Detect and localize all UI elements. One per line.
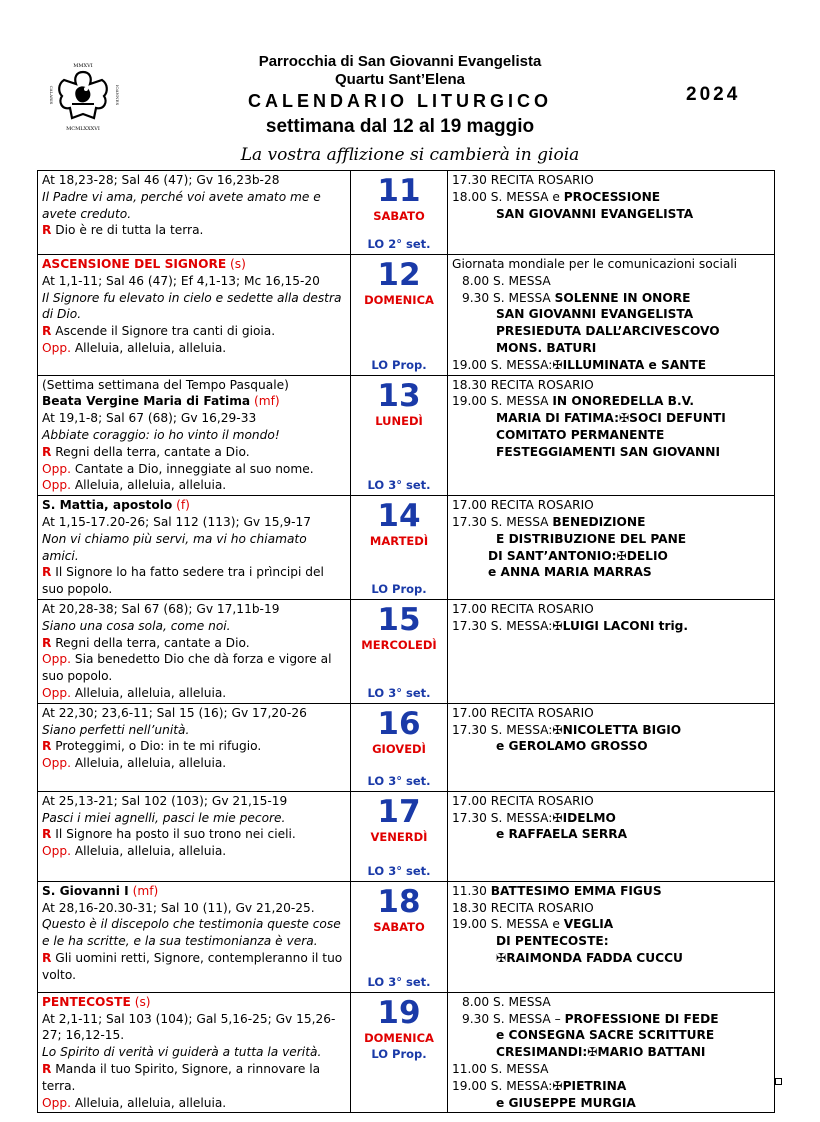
town-name: Quartu Sant’Elena xyxy=(334,71,466,88)
event-time: 17.00 xyxy=(452,705,487,720)
event-text: RECITA ROSARIO xyxy=(490,173,594,187)
event-text: S. MESSA xyxy=(490,394,553,409)
liturgy-hours-week: LO 3° set. xyxy=(367,773,431,788)
day-number: 17 xyxy=(377,793,421,830)
event-line xyxy=(452,1095,770,1112)
psalm-response xyxy=(42,950,346,984)
event-time: 18.30 xyxy=(452,900,487,915)
weekday-name: SABATO xyxy=(373,919,425,934)
events-cell xyxy=(448,881,775,992)
event-line xyxy=(452,172,770,189)
opp-text: Alleluia, alleluia, alleluia. xyxy=(70,756,227,771)
opp-label: Opp. xyxy=(42,340,71,355)
event-text: RECITA ROSARIO xyxy=(490,601,594,616)
event-text: S. MESSA xyxy=(490,514,553,529)
event-line xyxy=(452,427,770,444)
opp-text: Alleluia, alleluia, alleluia. xyxy=(70,478,227,493)
event-line xyxy=(452,306,770,323)
table-row xyxy=(38,171,775,255)
event-time: 19.00 xyxy=(452,1078,487,1093)
event-text: S. MESSA: xyxy=(490,357,553,372)
event-line xyxy=(452,1011,770,1028)
event-line xyxy=(452,340,770,357)
season-note: (Settima settimana del Tempo Pasquale) xyxy=(42,377,289,392)
day-number: 18 xyxy=(377,883,421,920)
antiphon: Pasci i miei agnelli, pasci le mie pecore. xyxy=(42,810,286,825)
response-label: R xyxy=(42,635,52,650)
event-text: S. MESSA e xyxy=(490,189,564,204)
event-highlight: ✠LUIGI LACONI trig. xyxy=(552,618,689,633)
response-label: R xyxy=(42,444,52,459)
feast-line xyxy=(42,994,346,1011)
event-continuation: e GIUSEPPE MURGIA xyxy=(496,1095,636,1110)
event-line xyxy=(452,514,770,531)
psalm-response xyxy=(42,1061,346,1095)
alt-response xyxy=(42,755,346,772)
event-line xyxy=(452,189,770,206)
event-time: 17.30 xyxy=(452,722,487,737)
event-text: RECITA ROSARIO xyxy=(490,498,594,513)
weekday-name: GIOVEDÌ xyxy=(372,741,426,756)
event-line xyxy=(452,601,770,618)
weekday-name: MARTEDÌ xyxy=(369,534,429,549)
event-line xyxy=(452,256,770,273)
event-line xyxy=(452,290,770,307)
weekday-name: DOMENICA xyxy=(364,1030,434,1045)
event-continuation: CRESIMANDI:✠MARIO BATTANI xyxy=(496,1045,706,1060)
psalm-response xyxy=(42,826,346,843)
event-time: 19.00 xyxy=(452,917,487,932)
event-continuation: DI SANT’ANTONIO:✠DELIO xyxy=(488,548,668,563)
seal-bottom-text: MCMLXXXVI xyxy=(66,126,100,132)
readings-cell xyxy=(38,599,351,703)
event-text: S. MESSA xyxy=(493,994,551,1009)
readings-cell xyxy=(38,881,351,992)
psalm-response xyxy=(42,444,346,461)
event-line xyxy=(452,793,770,810)
alt-response xyxy=(42,651,346,685)
event-line xyxy=(452,810,770,827)
event-line xyxy=(452,933,770,950)
event-highlight: BENEDIZIONE xyxy=(552,514,646,529)
weekday-name: MERCOLEDÌ xyxy=(361,637,437,652)
opp-label: Opp. xyxy=(42,685,71,700)
table-row xyxy=(38,881,775,992)
response-label: R xyxy=(42,324,52,339)
event-note: Giornata mondiale per le comunicazioni sociali xyxy=(452,257,738,271)
event-line xyxy=(452,444,770,461)
event-time: 8.00 xyxy=(462,994,490,1009)
event-text: RECITA ROSARIO xyxy=(490,900,594,915)
table-row xyxy=(38,791,775,881)
antiphon: Il Padre vi ama, perché voi avete amato me e avete creduto. xyxy=(42,189,321,221)
response-label: R xyxy=(42,565,52,580)
alt-response xyxy=(42,461,346,478)
alt-response xyxy=(42,340,346,357)
opp-text: Alleluia, alleluia, alleluia. xyxy=(70,844,227,859)
readings-cell xyxy=(38,375,351,496)
event-highlight: ✠NICOLETTA BIGIO xyxy=(552,722,682,737)
event-time: 17.30 xyxy=(452,514,487,529)
response-text: Manda il tuo Spirito, Signore, a rinnovare la terra. xyxy=(42,1061,321,1093)
response-label: R xyxy=(42,223,52,238)
day-number: 11 xyxy=(377,173,421,209)
readings-cell xyxy=(38,992,351,1113)
table-row xyxy=(38,599,775,703)
event-line xyxy=(452,618,770,635)
events-cell xyxy=(448,992,775,1113)
table-row xyxy=(38,703,775,791)
response-text: Ascende il Signore tra canti di gioia. xyxy=(51,324,276,339)
response-label: R xyxy=(42,739,52,754)
day-cell xyxy=(351,599,448,703)
day-number: 12 xyxy=(377,257,421,293)
event-time: 17.30 xyxy=(452,618,487,633)
reading-refs: At 2,1-11; Sal 103 (104); Gal 5,16-25; Gv 15,26-27; 16,12-15. xyxy=(42,1011,336,1043)
event-time: 17.00 xyxy=(452,601,487,616)
opp-text: Alleluia, alleluia, alleluia. xyxy=(70,340,227,355)
events-cell xyxy=(448,171,775,255)
liturgy-hours-week: LO 2° set. xyxy=(367,237,431,251)
reading-refs: At 25,13-21; Sal 102 (103); Gv 21,15-19 xyxy=(42,793,288,808)
response-label: R xyxy=(42,950,52,965)
event-highlight: BATTESIMO EMMA FIGUS xyxy=(490,883,662,898)
reading-refs: At 1,15-17.20-26; Sal 112 (113); Gv 15,9-17 xyxy=(42,514,312,529)
weekday-name: DOMENICA xyxy=(364,293,434,307)
day-cell xyxy=(351,171,448,255)
day-number: 14 xyxy=(377,498,421,535)
event-line xyxy=(452,1078,770,1095)
event-line xyxy=(452,564,770,581)
weekday-name: SABATO xyxy=(373,209,425,223)
antiphon: Siano una cosa sola, come noi. xyxy=(42,618,231,633)
opp-text: Sia benedetto Dio che dà forza e vigore al suo popolo. xyxy=(42,652,332,684)
opp-label: Opp. xyxy=(42,844,71,859)
event-text: S. MESSA e xyxy=(490,917,564,932)
event-text: S. MESSA xyxy=(493,290,555,305)
event-line xyxy=(452,1061,770,1078)
event-highlight: VEGLIA xyxy=(563,917,614,932)
event-text: S. MESSA: xyxy=(490,618,553,633)
events-cell xyxy=(448,255,775,376)
event-highlight: PROCESSIONE xyxy=(563,189,661,204)
feast-name: S. Mattia, apostolo xyxy=(42,498,173,513)
event-continuation: MONS. BATURI xyxy=(496,340,597,355)
event-time: 11.30 xyxy=(452,883,487,898)
seal-left-text: CALARIS xyxy=(49,85,54,105)
event-line xyxy=(452,531,770,548)
event-highlight: SOLENNE IN ONORE xyxy=(554,290,691,305)
weekday-name: LUNEDÌ xyxy=(375,413,423,428)
antiphon: Siano perfetti nell’unità. xyxy=(42,722,190,737)
event-continuation: e CONSEGNA SACRE SCRITTURE xyxy=(496,1028,715,1043)
readings-cell xyxy=(38,703,351,791)
psalm-response xyxy=(42,323,346,340)
table-row xyxy=(38,992,775,1113)
antiphon: Il Signore fu elevato in cielo e sedette alla destra di Dio. xyxy=(42,290,342,322)
feast-name: ASCENSIONE DEL SIGNORE xyxy=(42,257,227,271)
weekday-name: VENERDÌ xyxy=(370,829,428,844)
liturgy-hours-week: LO Prop. xyxy=(371,357,427,372)
feast-name: Beata Vergine Maria di Fatima xyxy=(42,394,251,409)
liturgy-hours-week: LO Prop. xyxy=(371,1046,427,1061)
event-line xyxy=(452,950,770,967)
events-cell xyxy=(448,496,775,600)
event-line xyxy=(452,916,770,933)
event-continuation: ✠RAIMONDA FADDA CUCCU xyxy=(496,950,683,965)
event-time: 17.00 xyxy=(452,498,487,513)
opp-label: Opp. xyxy=(42,756,71,771)
event-highlight: PROFESSIONE DI FEDE xyxy=(564,1011,719,1026)
psalm-response xyxy=(42,635,346,652)
event-continuation: COMITATO PERMANENTE xyxy=(496,427,665,442)
event-highlight: ✠IDELMO xyxy=(552,810,616,825)
day-cell xyxy=(351,992,448,1113)
event-line xyxy=(452,393,770,410)
event-time: 18.00 xyxy=(452,189,487,204)
event-text: RECITA ROSARIO xyxy=(490,793,594,808)
event-line xyxy=(452,722,770,739)
alt-response xyxy=(42,477,346,494)
liturgy-hours-week: LO Prop. xyxy=(371,581,427,596)
response-text: Dio è re di tutta la terra. xyxy=(51,223,204,238)
events-cell xyxy=(448,599,775,703)
event-text: RECITA ROSARIO xyxy=(490,377,594,392)
events-cell xyxy=(448,375,775,496)
psalm-response xyxy=(42,222,346,239)
event-text: S. MESSA: xyxy=(490,1078,553,1093)
event-line xyxy=(452,377,770,394)
event-time: 17.00 xyxy=(452,793,487,808)
parish-name: Parrocchia di San Giovanni Evangelista xyxy=(258,53,542,70)
alt-response xyxy=(42,1095,346,1112)
readings-cell xyxy=(38,791,351,881)
feast-rank: (mf) xyxy=(254,394,280,409)
opp-text: Cantate a Dio, inneggiate al suo nome. xyxy=(70,461,314,476)
header xyxy=(0,0,820,170)
opp-label: Opp. xyxy=(42,478,71,493)
calendar-table xyxy=(37,170,775,1113)
event-line xyxy=(452,1044,770,1061)
antiphon: Questo è il discepolo che testimonia queste cose e le ha scritte, e la sua testimonianza è vera. xyxy=(42,917,341,949)
opp-text: Alleluia, alleluia, alleluia. xyxy=(70,685,227,700)
page-title: CALENDARIO LITURGICO xyxy=(248,91,552,111)
event-time: 17.30 xyxy=(452,810,487,825)
event-line xyxy=(452,883,770,900)
alt-response xyxy=(42,685,346,702)
event-time: 8.00 xyxy=(462,273,490,288)
event-continuation: e ANNA MARIA MARRAS xyxy=(488,565,652,580)
table-row xyxy=(38,375,775,496)
week-range: settimana dal 12 al 19 maggio xyxy=(265,116,535,137)
event-continuation: PRESIEDUTA DALL’ARCIVESCOVO xyxy=(496,324,720,339)
event-text: S. MESSA – xyxy=(493,1011,565,1026)
liturgy-hours-week: LO 3° set. xyxy=(367,478,431,493)
event-text: S. MESSA: xyxy=(490,810,553,825)
day-cell xyxy=(351,881,448,992)
event-continuation: MARIA DI FATIMA:✠SOCI DEFUNTI xyxy=(496,411,726,426)
response-label: R xyxy=(42,827,52,842)
events-cell xyxy=(448,791,775,881)
event-continuation: SAN GIOVANNI EVANGELISTA xyxy=(496,307,694,322)
readings-cell xyxy=(38,255,351,376)
feast-rank: (s) xyxy=(230,257,246,271)
feast-line xyxy=(42,497,346,514)
reading-refs: At 18,23-28; Sal 46 (47); Gv 16,23b-28 xyxy=(42,173,280,187)
liturgy-hours-week: LO 3° set. xyxy=(367,685,431,700)
event-line xyxy=(452,497,770,514)
feast-rank: (s) xyxy=(134,994,151,1009)
event-highlight: ✠PIETRINA xyxy=(552,1078,627,1093)
psalm-response xyxy=(42,738,346,755)
response-text: Regni della terra, cantate a Dio. xyxy=(51,635,250,650)
feast-line xyxy=(42,883,346,900)
reading-refs: At 28,16-20.30-31; Sal 10 (11), Gv 21,20-25. xyxy=(42,900,315,915)
event-time: 9.30 xyxy=(462,1011,490,1026)
psalm-response xyxy=(42,564,346,598)
event-text: RECITA ROSARIO xyxy=(490,705,594,720)
event-time: 9.30 xyxy=(462,290,490,305)
feast-rank: (mf) xyxy=(132,883,159,898)
day-cell xyxy=(351,496,448,600)
year: 2024 xyxy=(686,84,741,105)
table-row xyxy=(38,255,775,376)
event-time: 11.00 xyxy=(452,1061,487,1076)
day-cell xyxy=(351,255,448,376)
feast-line xyxy=(42,256,346,273)
opp-label: Opp. xyxy=(42,652,71,667)
opp-text: Alleluia, alleluia, alleluia. xyxy=(70,1095,227,1110)
corner-mark xyxy=(775,1078,782,1085)
event-time: 19.00 xyxy=(452,394,487,409)
event-continuation: E DISTRIBUZIONE DEL PANE xyxy=(496,531,687,546)
day-cell xyxy=(351,791,448,881)
event-highlight: IN ONOREDELLA B.V. xyxy=(552,394,695,409)
opp-label: Opp. xyxy=(42,1095,71,1110)
event-line xyxy=(452,705,770,722)
event-line xyxy=(452,206,770,223)
reading-refs: At 1,1-11; Sal 46 (47); Ef 4,1-13; Mc 16,15-20 xyxy=(42,273,320,288)
feast-name: S. Giovanni I xyxy=(42,883,129,898)
event-continuation: DI PENTECOSTE: xyxy=(496,934,609,949)
events-cell xyxy=(448,703,775,791)
response-text: Il Signore ha posto il suo trono nei cieli. xyxy=(51,827,296,842)
reading-refs: At 22,30; 23,6-11; Sal 15 (16); Gv 17,20-26 xyxy=(42,705,307,720)
readings-cell xyxy=(38,171,351,255)
day-number: 19 xyxy=(377,994,421,1031)
day-cell xyxy=(351,375,448,496)
response-text: Proteggimi, o Dio: in te mi rifugio. xyxy=(51,739,262,754)
event-continuation: SAN GIOVANNI EVANGELISTA xyxy=(496,206,694,221)
day-number: 15 xyxy=(377,601,421,638)
liturgy-hours-week: LO 3° set. xyxy=(367,974,431,989)
response-label: R xyxy=(42,1061,52,1076)
liturgy-hours-week: LO 3° set. xyxy=(367,863,431,878)
event-time: 17.30 xyxy=(452,173,487,187)
event-line xyxy=(452,548,770,565)
feast-name: PENTECOSTE xyxy=(42,994,131,1009)
antiphon: Abbiate coraggio: io ho vinto il mondo! xyxy=(42,427,280,442)
event-text: S. MESSA: xyxy=(490,722,553,737)
readings-cell xyxy=(38,496,351,600)
response-text: Regni della terra, cantate a Dio. xyxy=(51,444,250,459)
seal-top-text: MMXVI xyxy=(73,63,93,69)
event-line xyxy=(452,357,770,374)
event-continuation: e GEROLAMO GROSSO xyxy=(496,739,648,754)
event-continuation: FESTEGGIAMENTI SAN GIOVANNI xyxy=(496,444,720,459)
event-line xyxy=(452,273,770,290)
day-number: 13 xyxy=(377,377,421,414)
alt-response xyxy=(42,843,346,860)
reading-refs: At 19,1-8; Sal 67 (68); Gv 16,29-33 xyxy=(42,411,257,426)
antiphon: Lo Spirito di verità vi guiderà a tutta la verità. xyxy=(42,1045,322,1060)
day-number: 16 xyxy=(377,705,421,742)
reading-refs: At 20,28-38; Sal 67 (68); Gv 17,11b-19 xyxy=(42,601,280,616)
feast-line xyxy=(42,393,346,410)
seal-right-text: IOANNES xyxy=(115,84,120,106)
event-time: 18.30 xyxy=(452,377,487,392)
event-line xyxy=(452,1027,770,1044)
response-text: Gli uomini retti, Signore, contempleranno il tuo volto. xyxy=(42,950,343,982)
feast-rank: (f) xyxy=(176,498,190,513)
antiphon: Non vi chiamo più servi, ma vi ho chiamato amici. xyxy=(42,531,307,563)
event-continuation: e RAFFAELA SERRA xyxy=(496,827,628,842)
opp-label: Opp. xyxy=(42,461,71,476)
table-row xyxy=(38,496,775,600)
event-line xyxy=(452,738,770,755)
event-line xyxy=(452,410,770,427)
event-highlight: ✠ILLUMINATA e SANTE xyxy=(552,357,707,372)
motto: La vostra afflizione si cambierà in gioia xyxy=(240,145,580,165)
event-text: S. MESSA xyxy=(493,273,551,288)
event-line xyxy=(452,323,770,340)
day-cell xyxy=(351,703,448,791)
event-line xyxy=(452,994,770,1011)
event-line xyxy=(452,900,770,917)
event-line xyxy=(452,826,770,843)
response-text: Il Signore lo ha fatto sedere tra i prìncipi del suo popolo. xyxy=(42,565,324,597)
event-text: S. MESSA xyxy=(490,1061,549,1076)
event-time: 19.00 xyxy=(452,357,487,372)
